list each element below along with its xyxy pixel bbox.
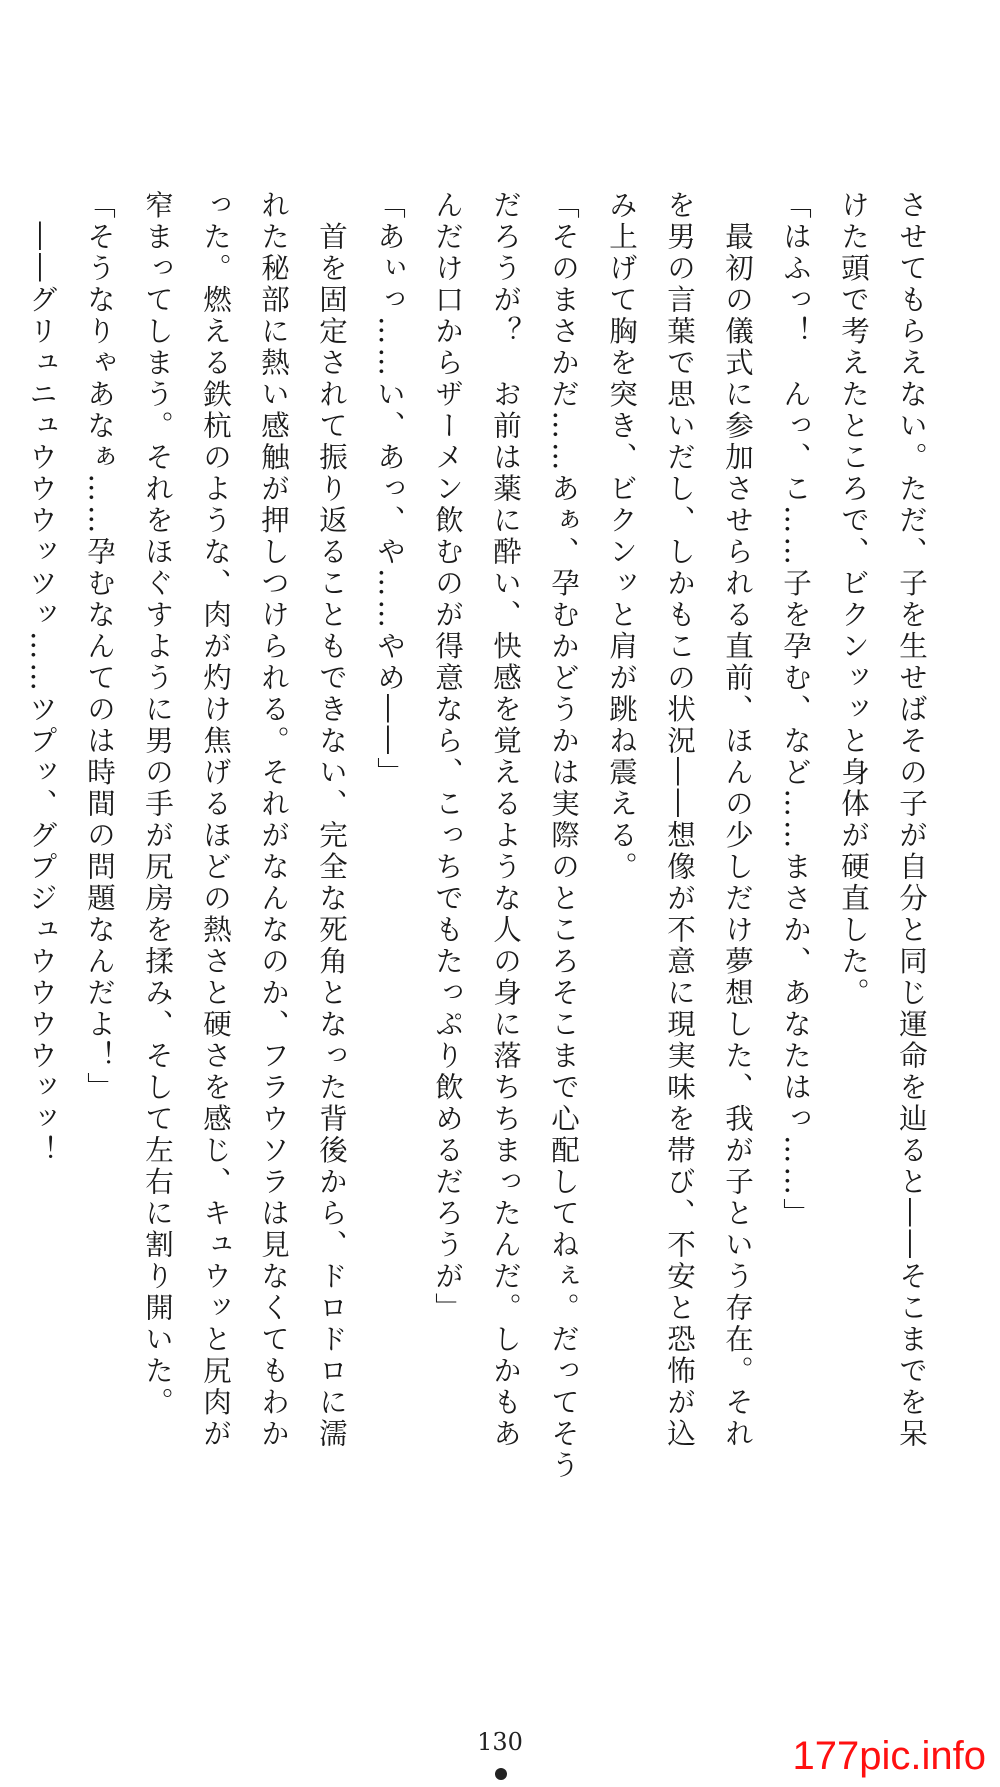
text-line: 「はふっ！ んっ、こ……子を孕む、など……まさか、あなたはっ……」 <box>779 190 812 1230</box>
text-line: 「そうなりゃあなぁ……孕むなんてのは時間の問題なんだよ！」 <box>83 190 116 1104</box>
watermark: 177pic.info <box>792 1734 986 1778</box>
text-line <box>0 190 12 1500</box>
text-line: んだけ口からザーメン飲むのが得意なら、こっちでもたっぷり飲めるだろうが」 <box>431 190 464 1324</box>
text-line: ――グリュニュウウウッツッ……ツプッ、グプジュウウウウッッ！ <box>25 190 58 1167</box>
text-line: 「あぃっ……い、あっ、や……やめ――」 <box>373 190 406 789</box>
text-line: 「そのまさかだ……あぁ、孕むかどうかは実際のところそこまで心配してねぇ。だってそう <box>547 190 580 1482</box>
page-number: 130 <box>477 1728 523 1756</box>
page-marker-dot <box>495 1768 507 1780</box>
text-line: み上げて胸を突き、ビクンッと肩が跳ね震える。 <box>605 190 638 883</box>
text-line: 首を固定されて振り返ることもできない、完全な死角となった背後から、ドロドロに濡 <box>315 190 348 1450</box>
text-line: った。燃える鉄杭のような、肉が灼け焦げるほどの熱さと硬さを感じ、キュウッと尻肉が <box>199 190 232 1450</box>
text-line: けた頭で考えたところで、ビクンッッと身体が硬直した。 <box>837 190 870 1009</box>
text-line: だろうが？ お前は薬に酔い、快感を覚えるような人の身に落ちちまったんだ。しかもあ <box>489 190 522 1450</box>
body-text <box>25 190 940 1500</box>
text-line: れた秘部に熱い感触が押しつけられる。それがなんなのか、フラウソラは見なくてもわか <box>257 190 290 1450</box>
text-line: を男の言葉で思いだし、しかもこの状況――想像が不意に現実味を帯び、不安と恐怖が込 <box>663 190 696 1450</box>
text-line: 窄まってしまう。それをほぐすように男の手が尻房を揉み、そして左右に割り開いた。 <box>141 190 174 1419</box>
text-line: させてもらえない。ただ、子を生せばその子が自分と同じ運命を辿ると――そこまでを呆 <box>895 190 928 1450</box>
text-line: 最初の儀式に参加させられる直前、ほんの少しだけ夢想した、我が子という存在。それ <box>721 190 754 1450</box>
